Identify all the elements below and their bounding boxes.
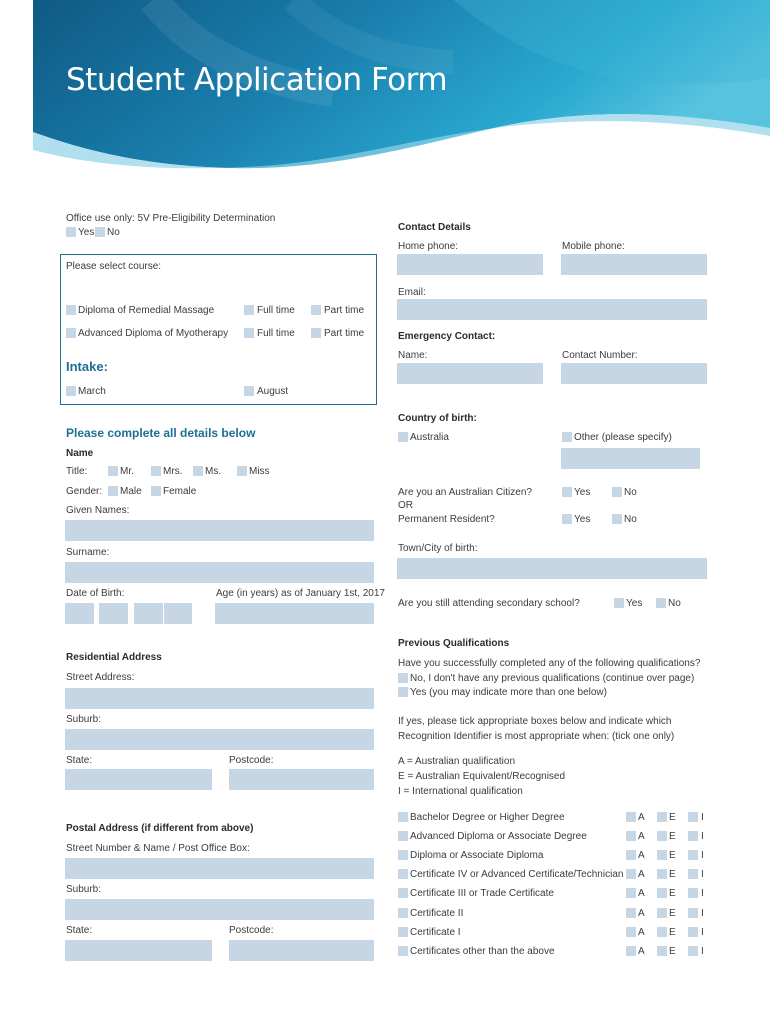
age-label: Age (in years) as of January 1st, 2017 — [216, 588, 385, 599]
res-state-field[interactable] — [65, 769, 212, 790]
qual-cert3-i-checkbox[interactable] — [688, 888, 698, 898]
qual-other-e-label: E — [669, 946, 676, 957]
qual-cert4-a-checkbox[interactable] — [626, 869, 636, 879]
qual-cert3-i-label: I — [701, 888, 704, 899]
qual-cert2-a-label: A — [638, 908, 645, 919]
res-street-label: Street Address: — [66, 672, 135, 683]
qual-cert4-a-label: A — [638, 869, 645, 880]
office-yes-label: Yes — [78, 227, 95, 238]
citizen-no-checkbox[interactable] — [612, 487, 622, 497]
citizen-yes-label: Yes — [574, 487, 591, 498]
office-no-checkbox[interactable] — [95, 227, 105, 237]
gender-male-checkbox[interactable] — [108, 486, 118, 496]
intake-march-checkbox[interactable] — [66, 386, 76, 396]
emergency-number-field[interactable] — [561, 363, 707, 384]
home-phone-label: Home phone: — [398, 241, 459, 252]
emergency-heading: Emergency Contact: — [398, 331, 496, 342]
diploma-fulltime-label: Full time — [257, 305, 295, 316]
qual-other-e-checkbox[interactable] — [657, 946, 667, 956]
res-street-field[interactable] — [65, 688, 374, 709]
diploma-parttime-label: Part time — [324, 305, 365, 316]
qual-no-checkbox[interactable] — [398, 673, 408, 683]
qual-bachelor-checkbox[interactable] — [398, 812, 408, 822]
qualifications-question: Have you successfully completed any of the following qualifications? — [398, 658, 701, 669]
qual-cert1-e-label: E — [669, 927, 676, 938]
resident-question: Permanent Resident? — [398, 514, 495, 525]
qual-cert2-checkbox[interactable] — [398, 908, 408, 918]
citizen-yes-checkbox[interactable] — [562, 487, 572, 497]
qual-adv-diploma-e-checkbox[interactable] — [657, 831, 667, 841]
res-suburb-label: Suburb: — [66, 714, 102, 725]
qual-cert4-i-label: I — [701, 869, 704, 880]
qual-cert2-i-label: I — [701, 908, 704, 919]
qual-cert2-a-checkbox[interactable] — [626, 908, 636, 918]
emergency-name-label: Name: — [398, 350, 428, 361]
adv-diploma-parttime-label: Part time — [324, 328, 365, 339]
qual-bachelor-a-checkbox[interactable] — [626, 812, 636, 822]
qual-cert1-checkbox[interactable] — [398, 927, 408, 937]
country-other-field[interactable] — [561, 448, 700, 469]
title-miss-label: Miss — [249, 466, 270, 477]
qual-cert1-a-checkbox[interactable] — [626, 927, 636, 937]
res-state-label: State: — [66, 755, 93, 766]
title-label: Title: — [66, 466, 88, 477]
home-phone-field[interactable] — [397, 254, 543, 275]
qual-bachelor-e-checkbox[interactable] — [657, 812, 667, 822]
qual-adv-diploma-a-checkbox[interactable] — [626, 831, 636, 841]
qual-bachelor-i-label: I — [701, 812, 704, 823]
res-postcode-label: Postcode: — [229, 755, 274, 766]
qual-cert2-i-checkbox[interactable] — [688, 908, 698, 918]
qual-adv-diploma-i-label: I — [701, 831, 704, 842]
adv-diploma-fulltime-checkbox[interactable] — [244, 328, 254, 338]
qual-bachelor-label: Bachelor Degree or Higher Degree — [410, 812, 565, 823]
post-suburb-field[interactable] — [65, 899, 374, 920]
gender-female-checkbox[interactable] — [151, 486, 161, 496]
qual-bachelor-a-label: A — [638, 812, 645, 823]
qual-adv-diploma-label: Advanced Diploma or Associate Degree — [410, 831, 587, 842]
adv-diploma-myotherapy-checkbox[interactable] — [66, 328, 76, 338]
intake-august-label: August — [257, 386, 289, 397]
age-field[interactable] — [215, 603, 374, 624]
diploma-parttime-checkbox[interactable] — [311, 305, 321, 315]
res-postcode-field[interactable] — [229, 769, 374, 790]
qual-cert4-i-checkbox[interactable] — [688, 869, 698, 879]
office-no-label: No — [107, 227, 120, 238]
school-no-label: No — [668, 598, 681, 609]
key-e: E = Australian Equivalent/Recognised — [398, 771, 566, 782]
surname-label: Surname: — [66, 547, 110, 558]
or-label: OR — [398, 500, 413, 511]
qualifications-heading: Previous Qualifications — [398, 638, 510, 649]
post-postcode-field[interactable] — [229, 940, 374, 961]
qual-no-label: No, I don't have any previous qualifications (continue over page) — [410, 673, 695, 684]
gender-male-label: Male — [120, 486, 142, 497]
qual-yes-checkbox[interactable] — [398, 687, 408, 697]
school-question: Are you still attending secondary school? — [398, 598, 580, 609]
resident-no-label: No — [624, 514, 637, 525]
qual-other-i-checkbox[interactable] — [688, 946, 698, 956]
residential-heading: Residential Address — [66, 652, 162, 663]
surname-field[interactable] — [65, 562, 374, 583]
page-title: Student Application Form — [66, 62, 448, 98]
post-street-field[interactable] — [65, 858, 374, 879]
qual-cert1-a-label: A — [638, 927, 645, 938]
country-other-checkbox[interactable] — [562, 432, 572, 442]
adv-diploma-parttime-checkbox[interactable] — [311, 328, 321, 338]
diploma-fulltime-checkbox[interactable] — [244, 305, 254, 315]
post-state-label: State: — [66, 925, 93, 936]
qual-diploma-i-checkbox[interactable] — [688, 850, 698, 860]
qual-other-i-label: I — [701, 946, 704, 957]
citizen-no-label: No — [624, 487, 637, 498]
postal-heading: Postal Address (if different from above) — [66, 823, 254, 834]
qual-cert3-a-label: A — [638, 888, 645, 899]
emergency-name-field[interactable] — [397, 363, 543, 384]
key-i: I = International qualification — [398, 786, 523, 797]
qual-cert1-e-checkbox[interactable] — [657, 927, 667, 937]
school-yes-checkbox[interactable] — [614, 598, 624, 608]
qual-cert3-checkbox[interactable] — [398, 888, 408, 898]
name-heading: Name — [66, 448, 94, 459]
country-australia-checkbox[interactable] — [398, 432, 408, 442]
qual-cert3-label: Certificate III or Trade Certificate — [410, 888, 554, 899]
town-label: Town/City of birth: — [398, 543, 478, 554]
intake-march-label: March — [78, 386, 106, 397]
qual-cert2-e-label: E — [669, 908, 676, 919]
resident-no-checkbox[interactable] — [612, 514, 622, 524]
citizen-question: Are you an Australian Citizen? — [398, 487, 532, 498]
qual-cert1-i-label: I — [701, 927, 704, 938]
mobile-phone-field[interactable] — [561, 254, 707, 275]
qual-other-a-checkbox[interactable] — [626, 946, 636, 956]
post-street-label: Street Number & Name / Post Office Box: — [66, 843, 250, 854]
title-mr-label: Mr. — [120, 466, 134, 477]
given-names-label: Given Names: — [66, 505, 130, 516]
qual-cert2-e-checkbox[interactable] — [657, 908, 667, 918]
qual-other-a-label: A — [638, 946, 645, 957]
qual-diploma-checkbox[interactable] — [398, 850, 408, 860]
qual-cert4-label: Certificate IV or Advanced Certificate/Technician — [410, 869, 624, 880]
course-heading: Please select course: — [66, 261, 162, 272]
contact-heading: Contact Details — [398, 222, 471, 233]
title-mrs-checkbox[interactable] — [151, 466, 161, 476]
post-state-field[interactable] — [65, 940, 212, 961]
qual-instruction-1: If yes, please tick appropriate boxes below and indicate which — [398, 716, 672, 727]
qual-other-label: Certificates other than the above — [410, 946, 555, 957]
resident-yes-checkbox[interactable] — [562, 514, 572, 524]
qual-cert1-label: Certificate I — [410, 927, 461, 938]
key-a: A = Australian qualification — [398, 756, 516, 767]
qual-adv-diploma-a-label: A — [638, 831, 645, 842]
school-no-checkbox[interactable] — [656, 598, 666, 608]
qual-diploma-a-label: A — [638, 850, 645, 861]
adv-diploma-myotherapy-label: Advanced Diploma of Myotherapy — [78, 328, 229, 339]
school-yes-label: Yes — [626, 598, 643, 609]
qual-cert4-checkbox[interactable] — [398, 869, 408, 879]
qual-adv-diploma-checkbox[interactable] — [398, 831, 408, 841]
intake-heading: Intake: — [66, 359, 108, 374]
mobile-phone-label: Mobile phone: — [562, 241, 625, 252]
office-yes-checkbox[interactable] — [66, 227, 76, 237]
dob-day-field[interactable] — [65, 603, 94, 624]
emergency-number-label: Contact Number: — [562, 350, 638, 361]
given-names-field[interactable] — [65, 520, 374, 541]
qual-cert1-i-checkbox[interactable] — [688, 927, 698, 937]
qual-adv-diploma-e-label: E — [669, 831, 676, 842]
qual-diploma-a-checkbox[interactable] — [626, 850, 636, 860]
diploma-remedial-label: Diploma of Remedial Massage — [78, 305, 215, 316]
dob-label: Date of Birth: — [66, 588, 125, 599]
country-other-label: Other (please specify) — [574, 432, 672, 443]
qual-other-checkbox[interactable] — [398, 946, 408, 956]
qual-cert3-a-checkbox[interactable] — [626, 888, 636, 898]
qual-bachelor-e-label: E — [669, 812, 676, 823]
country-australia-label: Australia — [410, 432, 449, 443]
qual-diploma-e-label: E — [669, 850, 676, 861]
qual-diploma-e-checkbox[interactable] — [657, 850, 667, 860]
email-label: Email: — [398, 287, 426, 298]
gender-female-label: Female — [163, 486, 197, 497]
qual-cert4-e-label: E — [669, 869, 676, 880]
intake-august-checkbox[interactable] — [244, 386, 254, 396]
post-postcode-label: Postcode: — [229, 925, 274, 936]
post-suburb-label: Suburb: — [66, 884, 102, 895]
qual-instruction-2: Recognition Identifier is most appropriate when: (tick one only) — [398, 731, 675, 742]
dob-year2-field[interactable] — [164, 603, 192, 624]
qual-diploma-i-label: I — [701, 850, 704, 861]
gender-label: Gender: — [66, 486, 103, 497]
res-suburb-field[interactable] — [65, 729, 374, 750]
title-mrs-label: Mrs. — [163, 466, 183, 477]
country-heading: Country of birth: — [398, 413, 477, 424]
town-field[interactable] — [397, 558, 707, 579]
qual-cert3-e-checkbox[interactable] — [657, 888, 667, 898]
resident-yes-label: Yes — [574, 514, 591, 525]
title-ms-checkbox[interactable] — [193, 466, 203, 476]
qual-adv-diploma-i-checkbox[interactable] — [688, 831, 698, 841]
email-field[interactable] — [397, 299, 707, 320]
title-ms-label: Ms. — [205, 466, 222, 477]
diploma-remedial-checkbox[interactable] — [66, 305, 76, 315]
qual-bachelor-i-checkbox[interactable] — [688, 812, 698, 822]
dob-month-field[interactable] — [99, 603, 128, 624]
title-miss-checkbox[interactable] — [237, 466, 247, 476]
qual-cert3-e-label: E — [669, 888, 676, 899]
dob-year1-field[interactable] — [134, 603, 163, 624]
qual-cert4-e-checkbox[interactable] — [657, 869, 667, 879]
qual-cert2-label: Certificate II — [410, 908, 464, 919]
details-heading: Please complete all details below — [66, 426, 256, 440]
qual-yes-label: Yes (you may indicate more than one below) — [410, 687, 607, 698]
title-mr-checkbox[interactable] — [108, 466, 118, 476]
office-use-label: Office use only: 5V Pre-Eligibility Determination — [66, 213, 276, 224]
qual-diploma-label: Diploma or Associate Diploma — [410, 850, 544, 861]
adv-diploma-fulltime-label: Full time — [257, 328, 295, 339]
